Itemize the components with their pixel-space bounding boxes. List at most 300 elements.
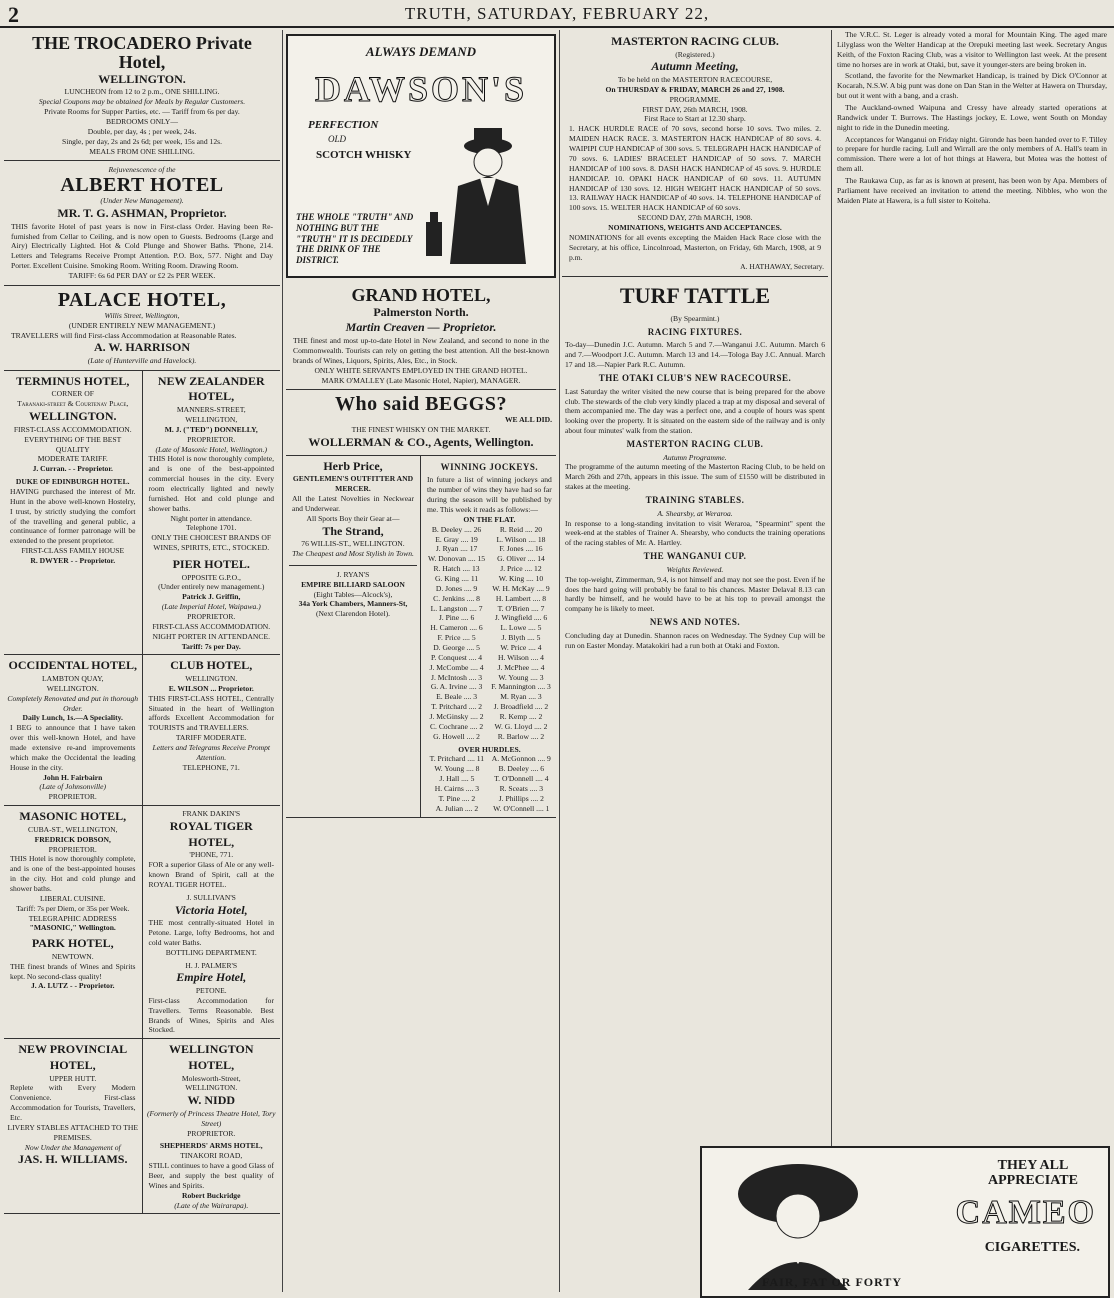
edinburgh-title: DUKE OF EDINBURGH HOTEL. [15, 477, 130, 487]
jockey-wins: .... 18 [526, 534, 546, 544]
jockey-name: J. Phillips [498, 793, 529, 803]
jockey-wins: .... 5 [525, 633, 541, 643]
jockey-entry [491, 613, 551, 623]
jockey-entry [428, 692, 485, 702]
beggs-ad [286, 390, 556, 455]
pier-addr: OPPOSITE G.P.O., [181, 572, 241, 582]
column-2 [286, 30, 556, 1292]
trocadero-coupons: Special Coupons may be obtained for Meals by Regular Customers. [38, 97, 246, 107]
victoria-bottle: BOTTLING DEPARTMENT. [165, 947, 257, 957]
jockey-wins: .... 13 [460, 564, 480, 574]
jockey-entry [428, 633, 485, 643]
winning-intro: In future a list of winning jockeys and the number of wins they have had so far during the season will be published by me. This week it reads as follows:— [427, 475, 552, 514]
beggs-answer: WE ALL DID. [504, 415, 552, 425]
terminus-newzealander-row [4, 371, 280, 656]
park-addr: NEWTOWN. [51, 951, 94, 961]
jockey-name: J. Price [500, 564, 523, 574]
jockey-wins: .... 6 [467, 623, 483, 633]
ryan-title: EMPIRE BILLIARD SALOON [301, 579, 405, 589]
jockey-name: J. McGinsky [429, 712, 469, 721]
newzealander-addr: MANNERS-STREET, [176, 405, 246, 415]
albert-rejuv: Rejuvenescence of the [108, 165, 176, 175]
terminus-ad [4, 371, 142, 655]
jockey-entry [492, 784, 551, 794]
wellington-role: PROPRIETOR. [187, 1128, 236, 1138]
masterton-club-text: The programme of the autumn meeting of the Masterton Racing Club, to be held on March 26th and 27th, appears in this issue. The sum of £1550 will be distributed in stakes at the meeting. [565, 462, 825, 492]
provincial-livery: LIVERY STABLES ATTACHED TO THE PREMISES. [7, 1122, 139, 1142]
masterton-title: MASTERTON RACING CLUB. [611, 34, 779, 48]
provincial-prop: JAS. H. WILLIAMS. [18, 1152, 128, 1167]
masterton-body: 1. HACK HURDLE RACE of 70 sovs, second horse 10 sovs. Two miles. 2. MAIDEN HACK RACE. 3. MASTERTON HACK HANDICAP of 80 sovs. 4. WAIPIPI CUP HANDICAP of 300 sovs. 5. TELEGRAPH HACK HANDICAP of 70 sovs. 6. LADIES' BRACELET HANDICAP of 50 sovs. 7. MARCH HANDICAP of 100 sovs. 8. DASH HACK HANDICAP of 45 sovs. 9. HURDLE HANDICAP. 10. OPAKI HACK HANDICAP of 60 sovs. 11. AUTUMN HANDICAP of 130 sovs. 12. HIGH WEIGHT HACK HANDICAP of 50 sovs. 13. RAILWAY HACK HANDICAP of 40 sovs. 14. TELEPHONE HANDICAP of 100 sovs. 15. WELTER HACK HANDICAP of 60 sovs. [569, 124, 821, 213]
cameo-cigarettes-ad [700, 1146, 1110, 1298]
jockey-name: B. Deeley [498, 764, 529, 774]
herb-tail: The Cheapest and Most Stylish in Town. [292, 549, 414, 559]
jockey-entry [492, 794, 551, 804]
club-title: CLUB HOTEL, [170, 658, 253, 673]
jockey-wins: .... 15 [466, 554, 486, 564]
palace-title: PALACE HOTEL, [57, 288, 227, 311]
jockey-name: R. Kemp [499, 712, 528, 721]
jockey-wins: .... 3 [467, 682, 483, 692]
herb-sports: All Sports Boy their Gear at— [306, 513, 400, 523]
masterton-programme-ad [562, 30, 828, 277]
jockey-entry [491, 673, 551, 683]
herb-shop: The Strand, [322, 523, 384, 538]
provincial-wellington-row [4, 1039, 280, 1214]
grand-prop: Martin Creaven — Proprietor. [345, 320, 497, 335]
jockey-wins: .... 2 [459, 793, 476, 803]
jockey-name: A. Julian [435, 803, 463, 813]
palace-body: TRAVELLERS will find First-class Accommodation at Reasonable Rates. [11, 330, 237, 340]
jockey-entry [491, 682, 551, 692]
masterton-meeting: Autumn Meeting, [651, 59, 739, 74]
jockey-wins: .... 4 [468, 662, 484, 672]
occidental-late: (Late of Johnsonville) [39, 782, 107, 792]
jockey-wins: .... 14 [525, 554, 545, 564]
masterton-secretary: A. HATHAWAY, Secretary. [740, 262, 824, 272]
jockey-entry [428, 653, 485, 663]
jockey-wins: .... 2 [532, 721, 548, 731]
palace-prop: A. W. HARRISON [93, 340, 191, 355]
racing-fixtures-heading: RACING FIXTURES. [647, 326, 743, 337]
albert-prop: MR. T. G. ASHMAN, Proprietor. [57, 206, 227, 221]
jockey-entry [428, 584, 485, 594]
victoria-body: THE most centrally-situated Hotel in Petone. Large, lofty Bedrooms, hot and cold water Baths. [148, 918, 274, 947]
turf-byline: (By Spearmint.) [670, 313, 720, 323]
jockey-wins: .... 6 [528, 764, 545, 774]
jockey-entry [428, 554, 485, 564]
jockey-entry [491, 525, 551, 535]
jockey-wins: .... 9 [534, 583, 550, 593]
terminus-l2: EVERYTHING OF THE BEST QUALITY [24, 434, 122, 454]
occidental-title: OCCIDENTAL HOTEL, [8, 658, 137, 673]
occidental-l2: Daily Lunch, 1s.—A Speciality. [22, 713, 123, 723]
cameo-product: CIGARETTES. [984, 1240, 1080, 1255]
provincial-body: Replete with Every Modern Convenience. First-class Accommodation for Tourists, Travellers, Etc. [10, 1083, 136, 1122]
otaki-text: Last Saturday the writer visited the new course that is being prepared for the above club. The stewards of the club very kindly placed a trap at my disposal and several of them accompanied me. The day was a perfect one, and a couple of hours was spent looking over the property. It is situated on the eastern side of the railway and is only about four minutes' walk from the station. [565, 386, 825, 436]
beggs-agent: WOLLERMAN & CO., Agents, Wellington. [308, 435, 534, 450]
cameo-slogan: FAIR, FAT OR FORTY [762, 1275, 903, 1289]
masonic-body: THIS Hotel is now thoroughly complete, and is one of the best-appointed houses in the city. Hot and cold plunge and shower baths. [10, 854, 136, 893]
jockey-name: B. Deeley [431, 524, 463, 534]
jockey-entry [428, 544, 485, 554]
newzealander-prop: M. J. ("TED") DONNELLY, [164, 424, 258, 434]
tiger-body: FOR a superior Glass of Ale or any well-known Brand of Spirit, call at the ROYAL TIGER HOTEL. [148, 860, 274, 889]
training-stables-heading: TRAINING STABLES. [645, 495, 745, 506]
racing-notes-text [834, 30, 1110, 206]
park-prop: J. A. LUTZ - - Proprietor. [30, 981, 115, 991]
jockey-entry [428, 525, 485, 535]
column-1 [4, 30, 280, 1292]
pier-l1: FIRST-CLASS ACCOMMODATION. [152, 621, 271, 631]
jockey-name: G. Howell [433, 731, 465, 741]
jockey-entry [491, 643, 551, 653]
masterton-club-heading: MASTERTON RACING CLUB. [626, 438, 764, 449]
herb-body: All the Latest Novelties in Neckwear and Underwear. [292, 494, 414, 513]
jockey-list [424, 525, 555, 742]
masterton-nom: NOMINATIONS, WEIGHTS AND ACCEPTANCES. [608, 222, 782, 232]
occidental-city: WELLINGTON. [46, 683, 99, 693]
jockey-wins: .... 9 [535, 754, 551, 764]
dawson-s2: OLD [328, 134, 347, 144]
pier-role: PROPRIETOR. [187, 612, 236, 621]
provincial-mgmt: Now Under the Management of [24, 1142, 121, 1152]
jockey-name: G. King [434, 573, 460, 583]
jockey-wins: .... 6 [531, 613, 548, 623]
shepherds-title: SHEPHERDS' ARMS HOTEL, [159, 1141, 263, 1151]
club-body: THIS FIRST-CLASS HOTEL, Centrally Situated in the heart of Wellington affords Excellent Accommodation for TOURISTS and TRAVELLERS. [148, 693, 274, 733]
masonic-role: PROPRIETOR. [48, 844, 97, 854]
jockey-wins: .... 3 [528, 672, 544, 682]
jockey-name: H. Lambert [495, 593, 531, 603]
newzealander-title: NEW ZEALANDER HOTEL, [157, 373, 265, 404]
hurdle-jockey-list [424, 754, 555, 813]
grand-mgr: MARK O'MALLEY (Late Masonic Hotel, Napier), MANAGER. [321, 375, 521, 385]
cameo-tagline: THEY ALL APPRECIATE [988, 1158, 1078, 1189]
grand-title: GRAND HOTEL, [351, 285, 491, 305]
jockey-name: W. O'Connell [493, 803, 535, 813]
occidental-ad [4, 655, 142, 805]
jockey-wins: .... 8 [530, 593, 547, 603]
trocadero-single: Single, per day, 2s and 2s 6d; per week, 15s and 12s. [61, 136, 222, 146]
herb-winning-row [286, 456, 556, 818]
jockey-wins: .... 3 [527, 784, 544, 794]
jockey-wins: .... 1 [534, 803, 550, 813]
empire-owner: H. J. PALMER'S [185, 960, 238, 970]
page-number: 2 [8, 2, 19, 27]
jockey-name: J. McIntosh [431, 672, 467, 682]
wanganui-heading: THE WANGANUI CUP. [643, 551, 747, 562]
wellington-addr: Molesworth-Street, [181, 1073, 241, 1083]
beggs-line: THE FINEST WHISKY ON THE MARKET. [351, 425, 491, 435]
edinburgh-prop: R. DWYER - - Proprietor. [30, 555, 116, 565]
jockey-wins: .... 3 [535, 682, 551, 692]
jockey-entry [428, 804, 486, 814]
winning-over-heading: OVER HURDLES. [458, 744, 521, 754]
dawson-s3: SCOTCH WHISKY [316, 149, 412, 161]
jockey-name: E. Gray [435, 534, 459, 544]
jockey-entry [491, 623, 551, 633]
jockey-entry [428, 604, 485, 614]
jockey-entry [492, 774, 551, 784]
jockey-name: H. Cairns [434, 784, 464, 794]
pier-l2: NIGHT PORTER IN ATTENDANCE. [152, 631, 271, 641]
jockey-entry [491, 663, 551, 673]
ryan-near: (Next Clarendon Hotel). [315, 609, 391, 619]
training-stables-text: In response to a long-standing invitation to visit Weraroa, "Spearmint" spent the week-end at the stables of Trainer A. Shearsby, who conducts the training operations of the racing stables of Mr. A. Hartley. [565, 518, 825, 548]
masonic-ad [4, 806, 142, 1038]
jockey-name: P. Conquest [431, 652, 467, 662]
jockey-wins: .... 5 [459, 774, 475, 784]
occidental-l1: Completely Renovated and put in thorough Order. [7, 693, 139, 713]
jockey-name: J. McPhee [497, 662, 530, 672]
jockey-wins: .... 2 [528, 793, 544, 803]
jockey-entry [491, 653, 551, 663]
occidental-club-row [4, 655, 280, 806]
jockey-name: J. Broadfield [493, 702, 533, 712]
jockey-entry [428, 754, 486, 764]
jockey-entry [428, 643, 485, 653]
ryan-owner: J. RYAN'S [336, 569, 370, 579]
shepherds-addr: TINAKORI ROAD, [180, 1151, 243, 1161]
jockey-name: W. Donovan [428, 554, 467, 564]
jockey-name: T. Pritchard [429, 754, 466, 764]
jockey-name: R. Barlow [497, 731, 529, 741]
jockey-wins: .... 3 [463, 784, 480, 794]
masterton-reg: (Registered.) [675, 49, 715, 59]
news-notes-heading: NEWS AND NOTES. [649, 617, 741, 628]
jockey-name: E. Beale [436, 692, 462, 702]
gentleman-illustration-icon [418, 126, 548, 266]
masterton-dates: On THURSDAY & FRIDAY, MARCH 26 and 27, 1908. [605, 84, 785, 94]
grand-body: THE finest and most up-to-date Hotel in New Zealand, and second to none in the Commonwealth. Tourists can rely on getting the best attention. All the best-known brands of Wines, Liquors, Spirits, Ales, Etc., in Stock. [293, 336, 549, 365]
jockey-wins: .... 2 [527, 712, 543, 721]
dawson-top: ALWAYS DEMAND [365, 44, 477, 59]
occidental-addr: LAMBTON QUAY, [42, 674, 104, 684]
jockey-entry [428, 673, 485, 683]
wellington-prop: W. NIDD [187, 1093, 236, 1108]
jockey-entry [491, 633, 551, 643]
edinburgh-family: FIRST-CLASS FAMILY HOUSE [21, 546, 125, 556]
club-city: WELLINGTON. [185, 674, 238, 684]
jockey-wins: .... 4 [533, 774, 549, 784]
masonic-tariff: Tariff: 7s per Diem, or 35s per Week. [16, 903, 130, 913]
pier-late: (Late Imperial Hotel, Waipawa.) [161, 602, 261, 612]
albert-mgmt: (Under New Management). [100, 196, 184, 206]
palace-mgmt: (UNDER ENTIRELY NEW MANAGEMENT.) [68, 320, 216, 330]
jockey-wins: .... 3 [526, 692, 542, 702]
jockey-wins: .... 20 [523, 524, 543, 534]
tiger-owner: FRANK DAKIN'S [182, 809, 241, 819]
terminus-title: TERMINUS HOTEL, [16, 373, 130, 388]
jockey-name: D. George [433, 642, 465, 652]
club-tariff: TARIFF MODERATE. [175, 733, 247, 743]
jockey-wins: .... 2 [532, 702, 549, 712]
jockey-name: M. Ryan [500, 692, 527, 702]
trocadero-rooms: Private Rooms for Supper Parties, etc. — Tariff from 6s per day. [44, 107, 240, 117]
masonic-tiger-row [4, 806, 280, 1039]
dawson-slogan: THE WHOLE "TRUTH" AND NOTHING BUT THE "TRUTH" IT IS DECIDEDLY THE DRINK OF THE DISTRICT. [296, 212, 414, 266]
jockey-name: F. Price [437, 633, 461, 643]
note-paragraph: The V.R.C. St. Leger is already voted a moral for Mountain King. The aged mare Lilyglass won the Welter Handicap at the Orepuki meeting last week. Secretary Angus Keith, of the Foxton Racing Club, was a visitor to Wellington last week. At the present time no horses are in work at Otaki, but, save it younger-sters are being broken in. [837, 30, 1107, 69]
dawson-whisky-ad [286, 34, 556, 278]
ryan-tables: (Eight Tables—Alcock's), [313, 589, 393, 599]
wellington-city: WELLINGTON. [185, 1083, 238, 1093]
jockey-name: J. Blyth [501, 633, 526, 643]
jockey-entry [491, 564, 551, 574]
jockey-name: W. Price [500, 642, 527, 652]
newzealander-body: THIS Hotel is now thoroughly complete, and is one of the best-appointed commercial houses in the city. Every room electrically lighted and newly furnished. Hot and cold plunge and shower baths. [148, 454, 274, 513]
shepherds-prop: Robert Buckridge [182, 1190, 241, 1200]
ryan-ad [289, 565, 417, 619]
edinburgh-body: HAVING purchased the interest of Mr. Hunt in the above well-known Hostelry, I trust, by strictly studying the comfort of the travelling and general public, a continuance of former patronage will be extended to the present proprietor. [10, 486, 136, 546]
masterton-club-sub: Autumn Programme. [663, 452, 727, 462]
masterton-held: To be held on the MASTERTON RACECOURSE, [617, 75, 773, 85]
newzealander-ad [142, 371, 281, 655]
jockey-wins: .... 5 [460, 633, 476, 643]
jockey-entry [428, 535, 485, 545]
training-stables-sub: A. Shearsby, at Weraroa. [657, 508, 733, 518]
club-letters: Letters and Telegrams Receive Prompt Attention. [152, 743, 271, 762]
occidental-body: I BEG to announce that I have taken over this well-known Hotel, and have made extensive re-and improvements which make the Occidental the leading House in the city. [10, 723, 136, 772]
column-rule [559, 30, 560, 1292]
herb-addr: 76 WILLIS-ST., WELLINGTON. [301, 539, 405, 549]
club-ad [142, 655, 281, 805]
jockey-wins: .... 2 [463, 803, 479, 813]
park-title: PARK HOTEL, [31, 936, 114, 951]
beggs-title: Who said BEGGS? [334, 393, 507, 416]
jockey-name: R. Sceats [499, 784, 528, 794]
jockey-wins: .... 19 [458, 534, 478, 544]
masterton-prog: PROGRAMME. [669, 94, 721, 104]
jockey-name: T. Pine [438, 793, 460, 803]
winning-jockeys-section [420, 456, 558, 817]
jockey-name: T. Pritchard [431, 702, 467, 712]
jockey-name: W. Young [434, 764, 465, 774]
jockey-wins: .... 16 [523, 544, 543, 554]
jockey-name: H. Wilson [497, 652, 529, 662]
jockey-name: G. Oliver [497, 554, 526, 564]
trocadero-title: THE TROCADERO Private Hotel, [32, 33, 252, 72]
jockey-entry [492, 804, 551, 814]
jockey-name: F. Mannington [491, 682, 536, 692]
jockey-entry [428, 564, 485, 574]
masonic-addr: CUBA-ST., WELLINGTON, [28, 824, 118, 834]
palace-ad [4, 286, 280, 371]
masonic-title: MASONIC HOTEL, [19, 809, 127, 824]
newzealander-phone: Telephone 1701. [185, 523, 237, 533]
masterton-day1: FIRST DAY, 26th MARCH, 1908. [642, 104, 748, 114]
jockey-name: L. Lowe [500, 623, 527, 633]
jockey-entry [428, 784, 486, 794]
masonic-prop: FREDRICK DOBSON, [34, 834, 111, 844]
page-title: TRUTH, SATURDAY, FEBRUARY 22, [404, 4, 710, 23]
note-paragraph: The Raukawa Cup, as far as is known at present, has been won by Apa. Members of Parliament have received an invitation to attend the meeting. Nibbles, who won the Maiden Plate at Hawera, is a full sister to Koiteha. [837, 176, 1107, 205]
masthead [0, 0, 1114, 28]
ryan-addr: 34a York Chambers, Manners-St, [298, 599, 408, 609]
column-4 [834, 30, 1110, 1292]
jockey-name: J. McCombe [429, 662, 469, 672]
trocadero-luncheon: LUNCHEON from 12 to 2 p.m., ONE SHILLING. [64, 87, 220, 97]
jockey-entry [491, 722, 551, 732]
jockey-wins: .... 5 [526, 623, 542, 633]
newzealander-role: PROPRIETOR. [187, 434, 236, 444]
jockey-entry [491, 554, 551, 564]
grand-only: ONLY WHITE SERVANTS EMPLOYED IN THE GRAND HOTEL. [314, 365, 528, 375]
park-body: THE finest brands of Wines and Spirits kept. No second-class quality! [10, 961, 136, 981]
trocadero-ad [4, 30, 280, 161]
jockey-wins: .... 17 [458, 544, 478, 554]
jockey-name: W. G. Lloyd [494, 721, 533, 731]
albert-tariff: TARIFF: 6s 6d PER DAY or £2 2s PER WEEK. [68, 271, 216, 280]
wellington-late: (Formerly of Princess Theatre Hotel, Tory Street) [146, 1108, 276, 1128]
jockey-name: L. Langston [430, 603, 468, 613]
jockey-wins: .... 10 [524, 573, 544, 583]
wellington-ad [142, 1039, 281, 1213]
jockey-name: R. Hatch [433, 564, 461, 574]
jockey-wins: .... 2 [464, 731, 480, 741]
jockey-name: D. Jones [435, 583, 463, 593]
newzealander-late: (Late of Masonic Hotel, Wellington.) [155, 444, 267, 454]
lady-portrait-icon [708, 1154, 888, 1290]
jockey-name: H. Cameron [430, 623, 468, 633]
jockey-entry [491, 604, 551, 614]
jockey-wins: .... 3 [466, 672, 483, 682]
provincial-addr: UPPER HUTT. [49, 1073, 97, 1083]
winning-title: WINNING JOCKEYS. [440, 461, 539, 472]
turf-tattle-title: TURF TATTLE [619, 283, 771, 309]
albert-body: THIS favorite Hotel of past years is now in First-class Order. Having been Re-furnished from Cellar to Ceiling, and is now open to Guests. Bedrooms (Large and Airy) Electrically Lighted. Hot & Cold Plunge and Shower Baths. 'Phone, 214. Letters and Telegrams Receive Prompt Attention. P.O. Box, 577. Night and Day Porter. Excellent Cuisine. Smoking Room. Writing Room. Drawing Room. [11, 221, 273, 271]
jockey-wins: .... 2 [467, 721, 484, 731]
terminus-corner: CORNER OF [51, 389, 94, 399]
jockey-entry [491, 692, 551, 702]
otaki-heading: THE OTAKI CLUB'S NEW RACECOURSE. [598, 372, 792, 383]
tiger-ad [142, 806, 281, 1038]
jockey-entry [428, 574, 485, 584]
masterton-day2: SECOND DAY, 27th MARCH, 1908. [637, 213, 753, 223]
jockey-wins: .... 4 [529, 662, 545, 672]
jockey-wins: .... 4 [526, 642, 542, 652]
jockey-entry [491, 712, 551, 722]
albert-title: ALBERT HOTEL [60, 174, 224, 197]
trocadero-city: WELLINGTON. [98, 71, 186, 86]
club-phone: TELEPHONE, 71. [182, 762, 240, 772]
cameo-brand: CAMEO [955, 1194, 1096, 1231]
jockey-entry [428, 613, 485, 623]
jockey-entry [491, 594, 551, 604]
jockey-entry [491, 544, 551, 554]
jockey-entry [428, 682, 485, 692]
shepherds-body: STILL continues to have a good Glass of Beer, and supply the best quality of Wines and Spirits. [148, 1161, 274, 1190]
jockey-wins: .... 7 [529, 603, 545, 613]
pier-prop: Patrick J. Griffin, [182, 592, 241, 602]
jockey-wins: .... 5 [464, 642, 480, 652]
jockey-entry [428, 732, 485, 742]
terminus-addr: Taranaki-street & Courtenay Place, [17, 399, 129, 409]
palace-late: (Late of Hunterville and Havelock). [87, 356, 197, 366]
jockey-name: C. Cochrane [429, 721, 468, 731]
winning-flat-heading: ON THE FLAT. [463, 514, 516, 524]
grand-hotel-ad [286, 282, 556, 390]
provincial-ad [4, 1039, 142, 1213]
news-notes-text: Concluding day at Dunedin. Shannon races on Wednesday. The Sydney Cup will be run on Easter Monday. Matakokiri had a run both at Otaki and Foxton. [565, 630, 825, 650]
masterton-nomtext: NOMINATIONS for all events excepting the Maiden Hack Race close with the Secretary, at his office, Lincolnroad, Masterton, on Friday, 6th March, 1908, at 9 p.m. [569, 232, 821, 262]
shepherds-late: (Late of the Wairarapa). [174, 1200, 249, 1210]
column-rule [282, 30, 283, 1292]
jockey-name: L. Wilson [496, 534, 527, 544]
terminus-l1: FIRST-CLASS ACCOMMODATION. [13, 424, 132, 434]
dawson-name: DAWSON'S [314, 69, 528, 109]
